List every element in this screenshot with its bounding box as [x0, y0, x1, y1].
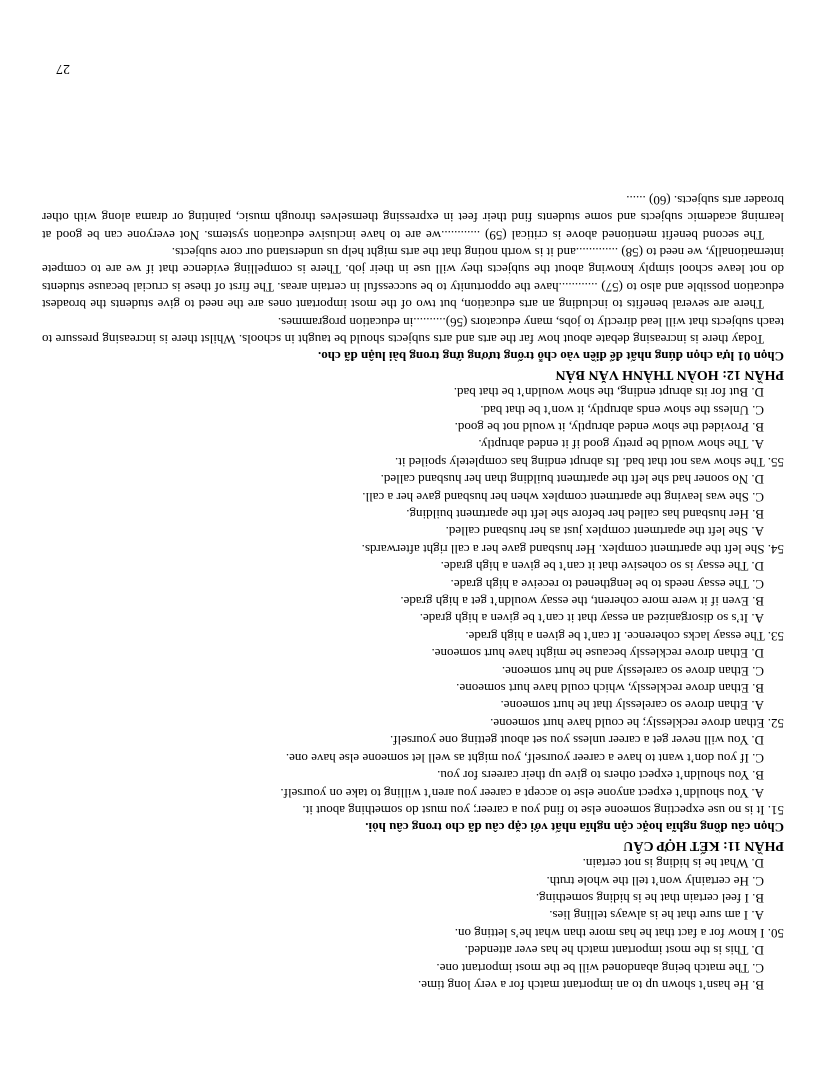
q54-option-c: C. She was leaving the apartment complex when her husband gave her a call.	[362, 489, 764, 505]
section-12-instruction: Chọn 01 lựa chọn đúng nhất để điền vào chỗ trống tương ứng trong bài luận đã cho.	[318, 349, 784, 365]
q50-option-d: D. What he is hiding is not certain.	[582, 856, 764, 872]
q52-option-c: C. Ethan drove so carelessly and he hurt someone.	[501, 663, 764, 679]
q49-option-d: D. This is the most important match he has ever attended.	[464, 943, 764, 959]
q53-option-a: A. It’s so disorganized an essay that it can’t be given a high grade.	[419, 611, 764, 627]
q53-option-b: B. Even if it were more coherent, the essay wouldn’t get a high grade.	[400, 594, 764, 610]
section-11-instruction: Chọn câu đồng nghĩa hoặc cận nghĩa nhất với cặp câu đã cho trong câu hỏi.	[365, 820, 784, 836]
section-11-title: PHẦN 11: KẾT HỢP CÂU	[623, 837, 784, 853]
q55-option-b: B. Provided the show ended abruptly, it would not be good.	[454, 420, 764, 435]
q54-option-a: A. She left the apartment complex just as her husband called.	[445, 524, 764, 540]
q54-stem: 54. She left the apartment complex. Her husband gave her a call right afterwards.	[361, 541, 784, 557]
q51-option-a: A. You shouldn’t expect anyone else to accept a career you aren’t willing to take on yourself.	[280, 785, 764, 801]
q52-option-b: B. Ethan drove recklessly, which could have hurt someone.	[456, 681, 764, 697]
q53-option-d: D. The essay is so cohesive that it can’t be given a high grade.	[440, 559, 764, 575]
q50-option-c: C. He certainly won’t tell the whole truth.	[546, 873, 764, 889]
q55-stem: 55. The show was not that bad. Its abrupt ending has completely spoiled it.	[395, 454, 784, 470]
section-12-title: PHẦN 12: HOÀN THÀNH VĂN BẢN	[555, 366, 784, 382]
q51-option-d: D. You will never get a career unless you set about getting one yourself.	[389, 733, 764, 749]
q51-option-c: C. If you don’t want to have a career yourself, you might as well let someone else have one.	[285, 750, 764, 766]
passage-paragraph-3: The second benefit mentioned above is critical (59) ............we are to have inclusive education systems. Not everyone can be good at learning academic subjects and some students find their feet in expressing themselves through music, painting or drama along with other broader arts subjects. (60) ......	[42, 192, 784, 243]
q50-stem: 50. I know for a fact that he has more than what he’s letting on.	[454, 925, 784, 941]
q52-stem: 52. Ethan drove recklessly; he could have hurt someone.	[490, 715, 784, 731]
q49-option-b: B. He hasn’t shown up to an important match for a very long time.	[418, 978, 764, 993]
q52-option-d: D. Ethan drove recklessly because he might have hurt someone.	[431, 646, 764, 662]
q53-option-c: C. The essay needs to be lengthened to receive a high grade.	[450, 576, 764, 592]
q55-option-a: A. The show would be pretty good if it ended abruptly.	[478, 437, 764, 453]
q52-option-a: A. Ethan drove so carelessly that he hurt someone.	[500, 698, 764, 714]
page-content	[42, 191, 784, 994]
passage-paragraph-1: Today there is increasing debate about how far the arts and arts subjects should be taught in schools. Whilst there is increasing pressure to teach subjects that will lead directly to jobs, many educators (56)..........in education programmes.	[42, 314, 784, 347]
q54-option-b: B. Her husband has called her before she left the apartment building.	[406, 507, 764, 523]
q55-option-c: C. Unless the show ends abruptly, it won’t be that bad.	[480, 402, 764, 418]
q50-option-b: B. I feel certain that he is hiding something.	[535, 890, 764, 906]
q50-option-a: A. I am sure that he is always telling lies.	[549, 908, 764, 924]
q53-stem: 53. The essay lacks coherence. It can’t be given a high grade.	[465, 628, 784, 644]
page-number: 27	[56, 61, 70, 76]
q55-option-d: D. But for its abrupt ending, the show wouldn’t be that bad.	[453, 385, 764, 401]
q49-option-c: C. The match being abandoned will be the most important one.	[436, 960, 764, 976]
q54-option-d: D. No sooner had she left the apartment building than her husband called.	[380, 472, 764, 488]
passage-paragraph-2: There are several benefits to including an arts education, but two of the most important ones are the need to give students the broadest education possible and also to (57) ............have the opportunity to be successful in certain areas. The first of these is crucial because students do not leave school simply knowing about the subjects they will use in their job. There is compelling evidence that if we are to compete internationally, we need to (58) .............and it is worth noting that the arts might help us understand our core subjects.	[42, 244, 784, 313]
q51-stem: 51. It is no use expecting someone else to find you a career; you must do something about it.	[302, 802, 784, 818]
q51-option-b: B. You shouldn’t expect others to give up their careers for you.	[437, 768, 764, 784]
